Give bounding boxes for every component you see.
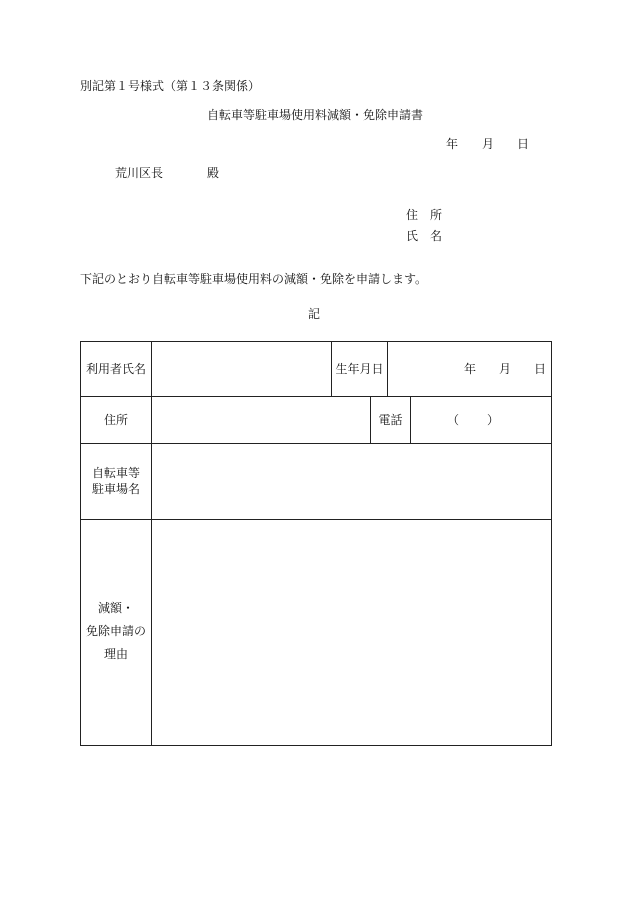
phone-open-paren: （ [447,413,460,427]
application-table [80,341,552,746]
label-column-divider [151,342,152,745]
applicant-name-label: 氏 名 [406,229,443,243]
birthdate-label: 生年月日 [335,362,384,376]
phone-label: 電話 [378,413,403,427]
parking-name-label-line1: 自転車等 [91,466,140,480]
date-day-label: 日 [517,137,530,151]
applicant-address-label: 住 所 [406,208,443,222]
addressee-honorific: 殿 [207,166,220,180]
reason-label-line2: 免除申請の [85,624,146,638]
birth-day-label: 日 [534,362,547,376]
phone-right-divider [410,396,411,443]
form-number: 別記第１号様式（第１３条関係） [80,79,261,93]
date-month-label: 月 [482,137,495,151]
ki-heading: 記 [308,307,321,321]
addressee-name: 荒川区長 [115,166,164,180]
intro-text: 下記のとおり自転車等駐車場使用料の減額・免除を申請します。 [80,272,428,286]
reason-label-line1: 減額・ [97,601,134,615]
birth-year-label: 年 [464,362,477,376]
date-year-label: 年 [446,137,459,151]
parking-name-label-line2: 駐車場名 [91,482,140,496]
birthdate-right-divider [387,342,388,396]
reason-label-line3: 理由 [103,647,128,661]
birth-month-label: 月 [499,362,512,376]
user-name-label: 利用者氏名 [85,362,146,376]
address-label: 住所 [103,413,128,427]
phone-close-paren: ） [487,413,500,427]
page-title: 自転車等駐車場使用料減額・免除申請書 [206,108,423,122]
